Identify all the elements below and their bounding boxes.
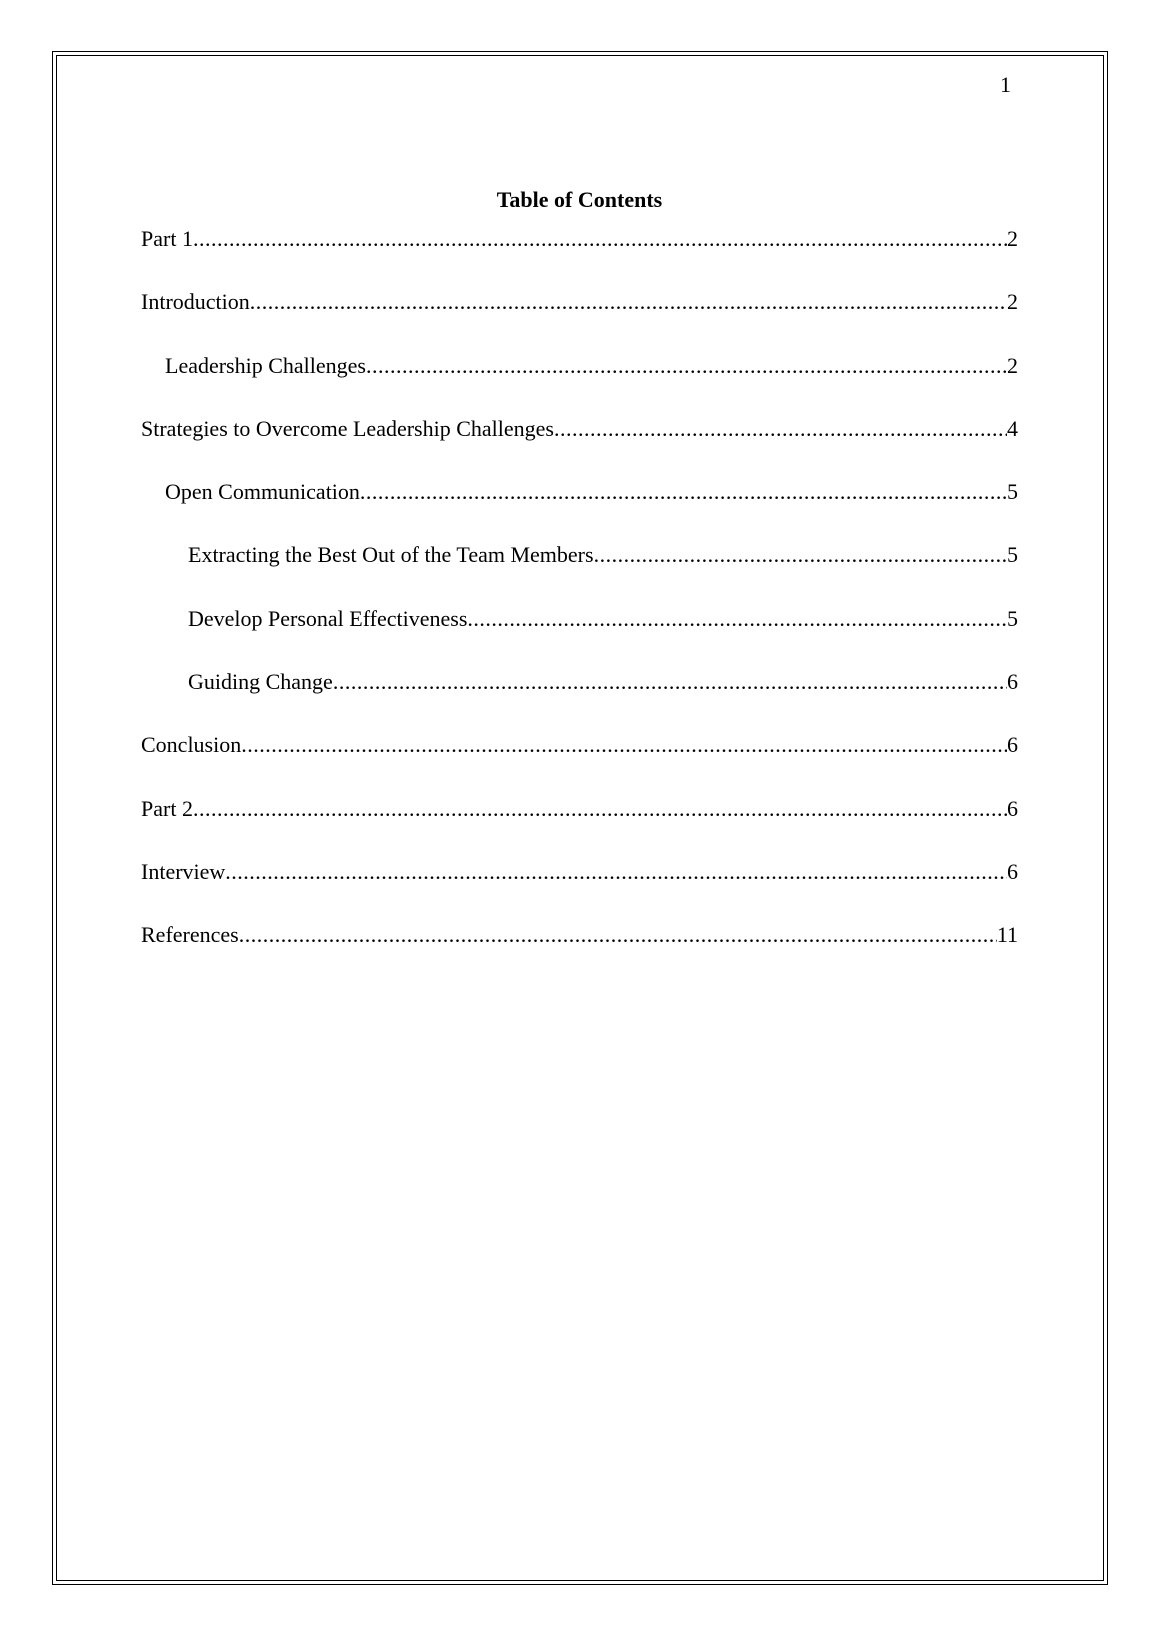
toc-entry-page: 5 [1007,542,1018,568]
toc-dot-leader [360,479,1007,505]
toc-entry-page: 6 [1007,795,1018,821]
toc-entry-label: References [141,922,239,948]
toc-dot-leader [366,353,1007,379]
toc-entry-references[interactable] [141,922,1018,985]
toc-entry-label: Introduction [141,289,250,315]
toc-dot-leader [193,226,1007,252]
toc-dot-leader [250,289,1007,315]
toc-dot-leader [594,542,1007,568]
toc-entry-page: 6 [1007,732,1018,758]
toc-entry-extracting-best[interactable] [141,542,1018,605]
toc-entry-label: Interview [141,858,226,884]
toc-dot-leader [225,859,1007,885]
toc-entry-page: 6 [1007,669,1018,695]
toc-dot-leader [467,606,1007,632]
toc-entry-label: Guiding Change [188,669,333,695]
page-number: 1 [1000,72,1011,97]
toc-dot-leader [333,669,1007,695]
toc-entry-open-communication[interactable] [141,479,1018,542]
toc-entry-page: 5 [1007,605,1018,631]
toc-entry-part-2[interactable] [141,796,1018,859]
toc-entry-page: 11 [996,922,1018,948]
toc-entry-page: 5 [1007,479,1018,505]
toc-entry-personal-effectiveness[interactable] [141,606,1018,669]
toc-entry-page: 2 [1007,289,1018,315]
toc-entry-label: Open Communication [165,479,360,505]
toc-dot-leader [554,416,1007,442]
toc-dot-leader [241,732,1007,758]
toc-entry-page: 4 [1007,415,1018,441]
toc-entry-leadership-challenges[interactable] [141,353,1018,416]
toc-entry-label: Strategies to Overcome Leadership Challenges [141,415,554,441]
toc-entry-page: 2 [1007,352,1018,378]
toc-entry-label: Conclusion [141,732,242,758]
toc-list [141,226,1018,986]
toc-entry-label: Extracting the Best Out of the Team Members [188,542,594,568]
toc-entry-interview[interactable] [141,859,1018,922]
toc-dot-leader [193,796,1007,822]
toc-entry-part-1[interactable] [141,226,1018,289]
toc-entry-label: Part 1 [141,226,193,251]
toc-entry-page: 6 [1007,858,1018,884]
toc-entry-label: Develop Personal Effectiveness [188,605,468,631]
toc-entry-strategies[interactable] [141,416,1018,479]
toc-entry-introduction[interactable] [141,289,1018,352]
toc-dot-leader [239,922,997,948]
toc-entry-label: Part 2 [141,795,193,821]
toc-entry-guiding-change[interactable] [141,669,1018,732]
toc-entry-page: 2 [1007,226,1018,251]
toc-entry-conclusion[interactable] [141,732,1018,795]
toc-entry-label: Leadership Challenges [165,352,366,378]
toc-title: Table of Contents [496,187,663,212]
